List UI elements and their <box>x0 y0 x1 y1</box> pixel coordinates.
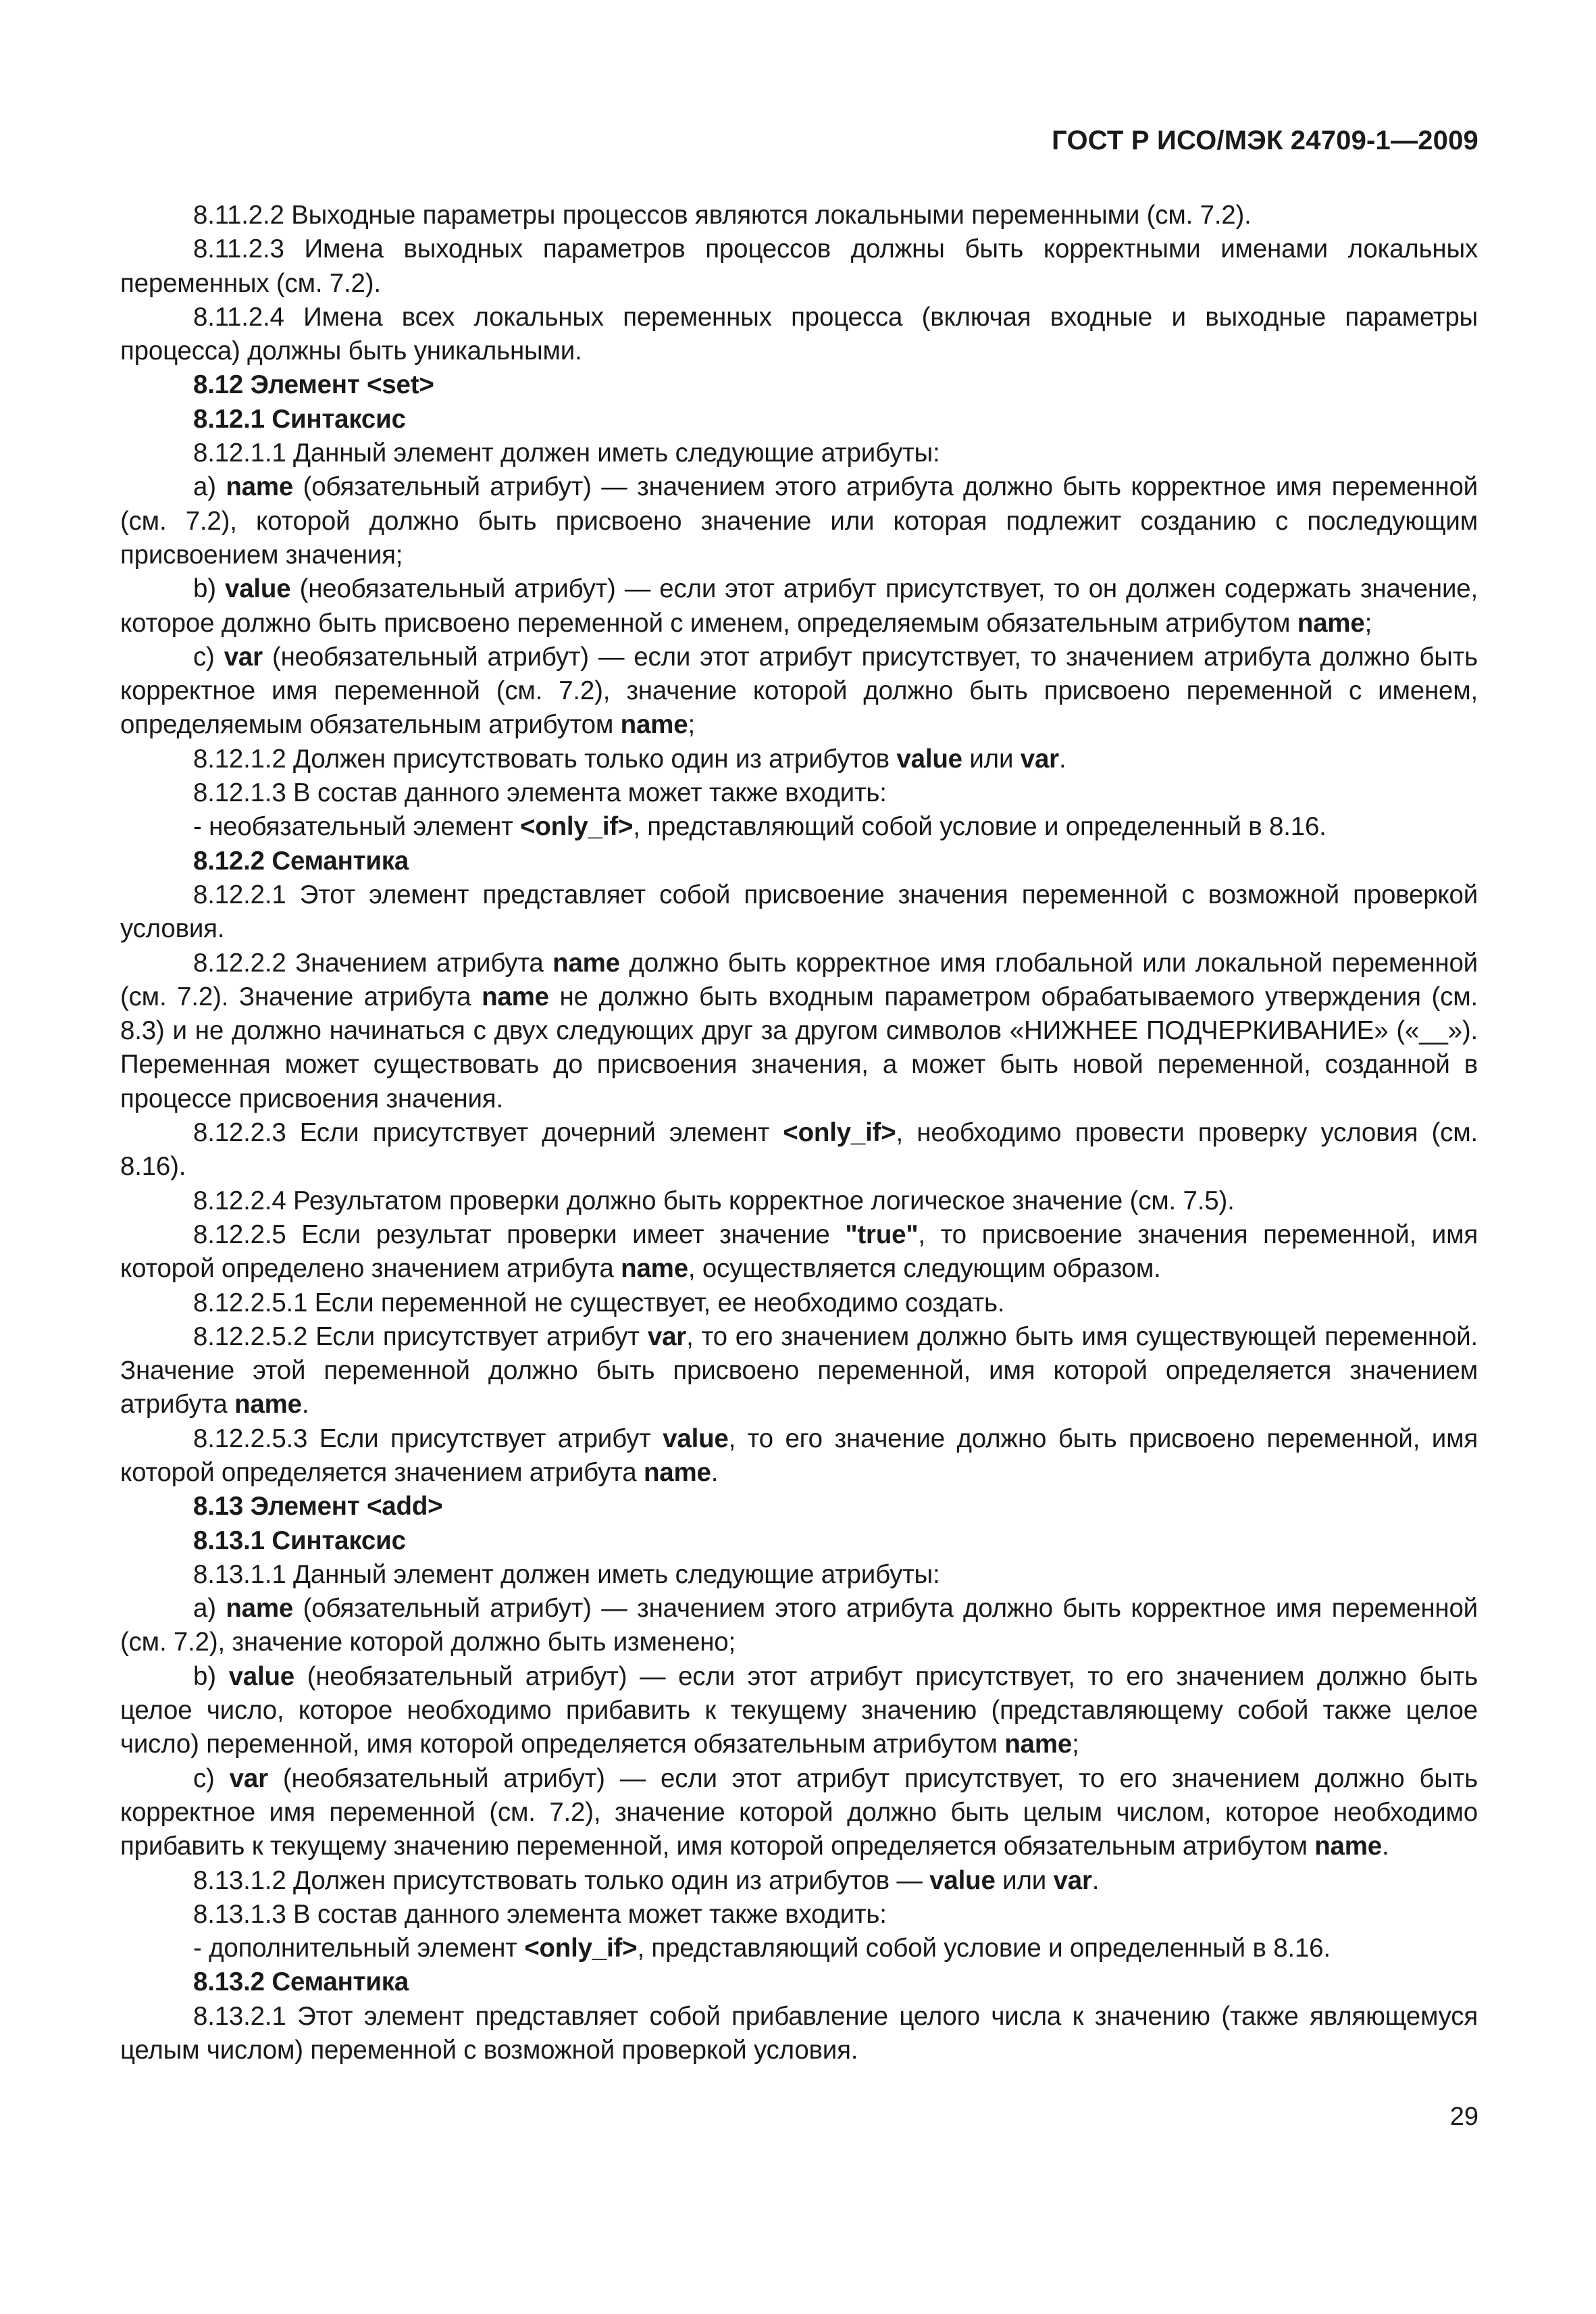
paragraph: 8.12.2.5.2 Если присутствует атрибут var, то его значением должно быть имя существующей переменной. Значение этой переменной должно быть присвоено переменной, имя которой определяется значением атрибута name. <box>120 1322 1478 1419</box>
paragraph: 8.12.2.2 Значением атрибута name должно быть корректное имя глобальной или локальной переменной (см. 7.2). Значение атрибута name не должно быть входным параметром обрабатываемого утверждения (см. 8.3) и не должно начинаться с двух следующих друг за другом символов «НИЖНЕЕ ПОДЧЕРКИВАНИЕ» («__»). Переменная может существовать до присвоения значения, а может быть новой переменной, созданной в процессе присвоения значения. <box>120 948 1478 1113</box>
paragraph: 8.12.2.5 Если результат проверки имеет значение "true", то присвоение значения переменной, имя которой определено значением атрибута name, осуществляется следующим образом. <box>120 1219 1478 1284</box>
subsection-heading: 8.13.1 Синтаксис <box>193 1526 406 1555</box>
paragraph: 8.13.2.1 Этот элемент представляет собой прибавление целого числа к значению (также являющемуся целым числом) переменной с возможной проверкой условия. <box>120 2001 1478 2065</box>
section-heading: 8.13 Элемент <add> <box>193 1492 443 1521</box>
subsection-heading: 8.12.1 Синтаксис <box>193 404 406 434</box>
subsection-heading: 8.13.2 Семантика <box>193 1967 409 1997</box>
paragraph: 8.13.1.2 Должен присутствовать только один из атрибутов — value или var. <box>193 1865 1100 1895</box>
paragraph: 8.12.1.3 В состав данного элемента может также входить: <box>193 778 887 808</box>
paragraph: 8.12.2.3 Если присутствует дочерний элемент <only_if>, необходимо провести проверку условия (см. 8.16). <box>120 1118 1478 1182</box>
paragraph: 8.12.2.1 Этот элемент представляет собой присвоение значения переменной с возможной проверкой условия. <box>120 880 1478 944</box>
paragraph: - дополнительный элемент <only_if>, представляющий собой условие и определенный в 8.16. <box>193 1934 1331 1963</box>
paragraph: a) name (обязательный атрибут) — значением этого атрибута должно быть корректное имя переменной (см. 7.2), которой должно быть присвоено значение или которая подлежит созданию с последующим присвоением значения; <box>120 472 1478 570</box>
paragraph: - необязательный элемент <only_if>, представляющий собой условие и определенный в 8.16. <box>193 812 1327 842</box>
paragraph: 8.12.2.5.3 Если присутствует атрибут value, то его значение должно быть присвоено переменной, имя которой определяется значением атрибута name. <box>120 1424 1478 1487</box>
paragraph: c) var (необязательный атрибут) — если этот атрибут присутствует, то значением атрибута должно быть корректное имя переменной (см. 7.2), значение которой должно быть присвоено переменной с именем, определяемым обязательным атрибутом name; <box>120 642 1478 740</box>
paragraph: 8.13.1.1 Данный элемент должен иметь следующие атрибуты: <box>193 1559 940 1589</box>
paragraph: 8.13.1.3 В состав данного элемента может также входить: <box>193 1899 887 1929</box>
paragraph: c) var (необязательный атрибут) — если этот атрибут присутствует, то его значением должно быть корректное имя переменной (см. 7.2), значение которой должно быть целым числом, которое необходимо прибавить к текущему значению переменной, имя которой определяется обязательным атрибутом name. <box>120 1763 1478 1861</box>
paragraph: b) value (необязательный атрибут) — если этот атрибут присутствует, то он должен содержать значение, которое должно быть присвоено переменной с именем, определяемым обязательным атрибутом name; <box>120 574 1478 638</box>
paragraph: a) name (обязательный атрибут) — значением этого атрибута должно быть корректное имя переменной (см. 7.2), значение которой должно быть изменено; <box>120 1594 1478 1657</box>
subsection-heading: 8.12.2 Семантика <box>193 846 409 876</box>
paragraph: 8.11.2.3 Имена выходных параметров процессов должны быть корректными именами локальных переменных (см. 7.2). <box>120 234 1478 298</box>
section-heading: 8.12 Элемент <set> <box>193 370 434 400</box>
paragraph: 8.12.1.1 Данный элемент должен иметь следующие атрибуты: <box>193 438 940 468</box>
paragraph: 8.12.2.5.1 Если переменной не существует, ее необходимо создать. <box>193 1288 1005 1317</box>
paragraph: 8.12.2.4 Результатом проверки должно быть корректное логическое значение (см. 7.5). <box>193 1186 1235 1215</box>
paragraph: 8.11.2.4 Имена всех локальных переменных процесса (включая входные и выходные параметры процесса) должны быть уникальными. <box>120 302 1478 366</box>
paragraph: 8.11.2.2 Выходные параметры процессов являются локальными переменными (см. 7.2). <box>193 201 1252 230</box>
paragraph: b) value (необязательный атрибут) — если этот атрибут присутствует, то его значением должно быть целое число, которое необходимо прибавить к текущему значению (представляющему собой также целое число) переменной, имя которой определяется обязательным атрибутом name; <box>120 1661 1478 1759</box>
standard-header: ГОСТ Р ИСО/МЭК 24709-1—2009 <box>1052 126 1478 155</box>
page-number: 29 <box>1449 2103 1478 2131</box>
document-body <box>120 199 1478 2067</box>
paragraph: 8.12.1.2 Должен присутствовать только один из атрибутов value или var. <box>193 744 1066 774</box>
